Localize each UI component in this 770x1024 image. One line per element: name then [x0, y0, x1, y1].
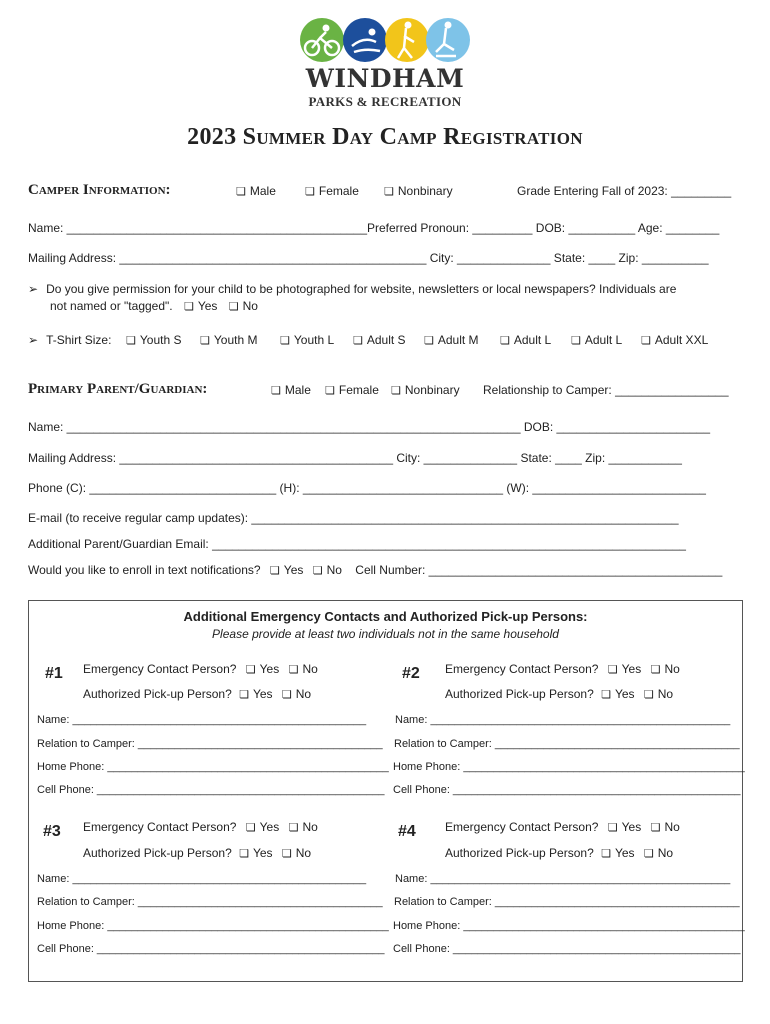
parent-nonbinary-checkbox[interactable]: ❏ Nonbinary — [391, 383, 460, 397]
contact-4-pickup-no[interactable]: ❏ No — [644, 846, 673, 860]
contact-2-home[interactable]: Home Phone: ______________________________________________ — [393, 761, 745, 773]
pickup-question: Authorized Pick-up Person? — [445, 687, 594, 701]
parent-female-checkbox[interactable]: ❏ Female — [325, 383, 379, 397]
parent-address-line[interactable]: Mailing Address: _________________________________________ City: ______________ State: ____ Zip: ___________ — [28, 451, 682, 465]
contact-3-cell[interactable]: Cell Phone: _______________________________________________ — [37, 943, 385, 955]
contact-1-name[interactable]: Name: ________________________________________________ — [37, 714, 367, 726]
contact-1-emergency-row — [83, 662, 318, 676]
contact-4-name[interactable]: Name: _________________________________________________ — [395, 873, 731, 885]
camper-name-line[interactable]: Name: _____________________________________________Preferred Pronoun: _________ DOB: __________ Age: ________ — [28, 221, 720, 235]
contact-1-cell[interactable]: Cell Phone: _______________________________________________ — [37, 784, 385, 796]
emergency-contacts-box — [28, 600, 743, 982]
emergency-question: Emergency Contact Person? — [445, 820, 599, 834]
emergency-title: Additional Emergency Contacts and Authorized Pick-up Persons: — [183, 609, 588, 624]
emergency-subtitle: Please provide at least two individuals not in the same household — [212, 627, 559, 641]
text-question: Would you like to enroll in text notifications? — [28, 563, 261, 577]
pickup-question: Authorized Pick-up Person? — [83, 687, 232, 701]
contact-1-pickup-row — [83, 687, 311, 701]
contact-2-emergency-row — [445, 662, 680, 676]
tshirt-youth-l[interactable]: ❏ Youth L — [280, 333, 334, 347]
contact-2-pickup-yes[interactable]: ❏ Yes — [601, 687, 634, 701]
contact-3-home[interactable]: Home Phone: ______________________________________________ — [37, 920, 389, 932]
contact-2-relation[interactable]: Relation to Camper: ________________________________________ — [394, 738, 740, 750]
contact-4-relation[interactable]: Relation to Camper: ________________________________________ — [394, 896, 740, 908]
contact-4-pickup-yes[interactable]: ❏ Yes — [601, 846, 634, 860]
contact-1-emergency-no[interactable]: ❏ No — [289, 662, 318, 676]
cell-number-field[interactable]: Cell Number: ____________________________________________ — [355, 563, 723, 577]
contact-1-relation[interactable]: Relation to Camper: ________________________________________ — [37, 738, 383, 750]
contact-2-pickup-no[interactable]: ❏ No — [644, 687, 673, 701]
tshirt-label: ➢ T-Shirt Size: — [28, 333, 111, 347]
contact-3-emergency-yes[interactable]: ❏ Yes — [246, 820, 279, 834]
contact-4-number: #4 — [398, 823, 416, 840]
parent-phone-line[interactable]: Phone (C): ____________________________ (H): ______________________________ (W): __________________________ — [28, 481, 706, 495]
photo-no-checkbox[interactable]: ❏ No — [229, 299, 258, 313]
contact-4-emergency-no[interactable]: ❏ No — [651, 820, 680, 834]
logo-figures — [296, 18, 476, 64]
text-yes-checkbox[interactable]: ❏ Yes — [270, 563, 303, 577]
contact-4-emergency-row — [445, 820, 680, 834]
tshirt-adult-m[interactable]: ❏ Adult M — [424, 333, 479, 347]
contact-2-number: #2 — [402, 665, 420, 682]
contact-4-cell[interactable]: Cell Phone: _______________________________________________ — [393, 943, 741, 955]
photo-question: ➢ Do you give permission for your child to be photographed for website, newsletters or local newspapers? Individuals are — [28, 282, 676, 296]
camper-address-line[interactable]: Mailing Address: ______________________________________________ City: ______________ State: ____ Zip: __________ — [28, 251, 709, 265]
camper-male-checkbox[interactable]: ❏ Male — [236, 184, 276, 198]
tshirt-youth-s[interactable]: ❏ Youth S — [126, 333, 181, 347]
parent-name-line[interactable]: Name: ____________________________________________________________________ DOB: _______________________ — [28, 420, 711, 434]
grade-field[interactable]: Grade Entering Fall of 2023: _________ — [517, 184, 732, 198]
contact-3-pickup-no[interactable]: ❏ No — [282, 846, 311, 860]
brand-subtitle: PARKS & RECREATION — [308, 94, 462, 109]
camper-female-checkbox[interactable]: ❏ Female — [305, 184, 359, 198]
brand-name: WINDHAM — [305, 64, 465, 93]
contact-3-pickup-yes[interactable]: ❏ Yes — [239, 846, 272, 860]
photo-question-line2: not named or "tagged". — [50, 299, 173, 313]
contact-4-emergency-yes[interactable]: ❏ Yes — [608, 820, 641, 834]
contact-2-cell[interactable]: Cell Phone: _______________________________________________ — [393, 784, 741, 796]
contact-3-name[interactable]: Name: ________________________________________________ — [37, 873, 367, 885]
contact-2-emergency-no[interactable]: ❏ No — [651, 662, 680, 676]
contact-3-pickup-row — [83, 846, 311, 860]
contact-2-emergency-yes[interactable]: ❏ Yes — [608, 662, 641, 676]
camper-heading: Camper Information: — [28, 182, 171, 198]
page-title: 2023 Summer Day Camp Registration — [187, 124, 583, 150]
parent-heading: Primary Parent/Guardian: — [28, 381, 208, 397]
contact-1-number: #1 — [45, 665, 63, 682]
text-no-checkbox[interactable]: ❏ No — [313, 563, 342, 577]
contact-1-pickup-yes[interactable]: ❏ Yes — [239, 687, 272, 701]
pickup-question: Authorized Pick-up Person? — [445, 846, 594, 860]
parent-email-line[interactable]: E-mail (to receive regular camp updates): ________________________________________________________________ — [28, 511, 679, 525]
emergency-question: Emergency Contact Person? — [83, 820, 237, 834]
tshirt-youth-m[interactable]: ❏ Youth M — [200, 333, 257, 347]
emergency-question: Emergency Contact Person? — [83, 662, 237, 676]
contact-3-relation[interactable]: Relation to Camper: ________________________________________ — [37, 896, 383, 908]
text-notification-row — [28, 563, 722, 577]
tshirt-adult-s[interactable]: ❏ Adult S — [353, 333, 406, 347]
pickup-question: Authorized Pick-up Person? — [83, 846, 232, 860]
relationship-field[interactable]: Relationship to Camper: _________________ — [483, 383, 729, 397]
tshirt-adult-l-2[interactable]: ❏ Adult L — [571, 333, 622, 347]
contact-4-pickup-row — [445, 846, 673, 860]
contact-1-pickup-no[interactable]: ❏ No — [282, 687, 311, 701]
tshirt-adult-xxl[interactable]: ❏ Adult XXL — [641, 333, 708, 347]
contact-2-name[interactable]: Name: _________________________________________________ — [395, 714, 731, 726]
emergency-question: Emergency Contact Person? — [445, 662, 599, 676]
contact-1-home[interactable]: Home Phone: ______________________________________________ — [37, 761, 389, 773]
contact-3-emergency-no[interactable]: ❏ No — [289, 820, 318, 834]
contact-3-emergency-row — [83, 820, 318, 834]
camper-nonbinary-checkbox[interactable]: ❏ Nonbinary — [384, 184, 453, 198]
windham-logo — [296, 18, 476, 110]
parent-male-checkbox[interactable]: ❏ Male — [271, 383, 311, 397]
additional-email-line[interactable]: Additional Parent/Guardian Email: _______________________________________________________________________ — [28, 537, 686, 551]
contact-2-pickup-row — [445, 687, 673, 701]
photo-question-cont — [50, 299, 258, 313]
contact-4-home[interactable]: Home Phone: ______________________________________________ — [393, 920, 745, 932]
photo-yes-checkbox[interactable]: ❏ Yes — [184, 299, 217, 313]
contact-1-emergency-yes[interactable]: ❏ Yes — [246, 662, 279, 676]
contact-3-number: #3 — [43, 823, 61, 840]
tshirt-adult-l[interactable]: ❏ Adult L — [500, 333, 551, 347]
